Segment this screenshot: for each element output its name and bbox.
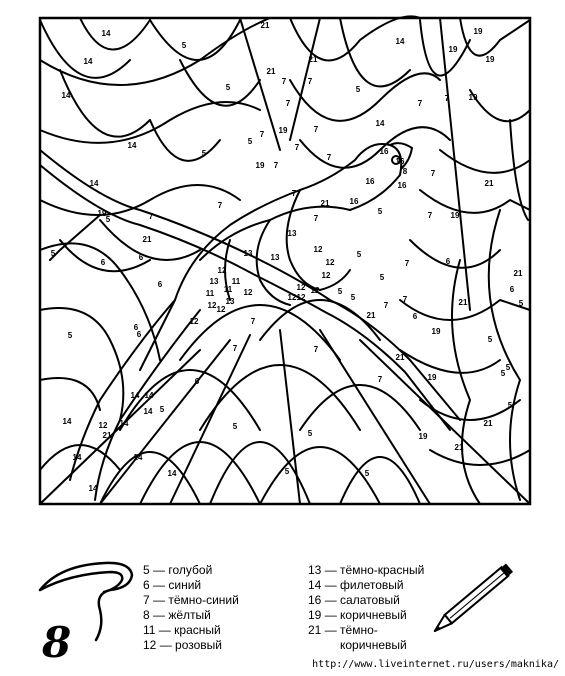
region-number: 5 [225, 83, 231, 93]
legend-color: коричневый [340, 608, 407, 622]
region-number: 7 [313, 214, 319, 224]
region-number: 12 [313, 245, 323, 255]
legend-row: 21 — тёмно- [308, 623, 378, 637]
region-number: 19 [427, 373, 437, 383]
legend-number: 5 [143, 563, 150, 577]
region-number: 21 [458, 298, 468, 308]
region-number: 7 [307, 77, 313, 87]
region-number: 19 [485, 55, 495, 65]
region-number: 5 [487, 335, 493, 345]
legend-row: 16 — салатовый [308, 593, 400, 607]
region-number: 5 [518, 299, 524, 309]
region-number: 7 [326, 153, 332, 163]
region-number: 21 [454, 443, 464, 453]
region-number: 14 [88, 484, 98, 494]
region-number: 14 [62, 417, 72, 427]
region-number: 5 [105, 215, 111, 225]
region-number: 11 [223, 285, 233, 295]
region-number: 19 [473, 27, 483, 37]
region-number: 11 [231, 277, 241, 287]
region-number: 6 [133, 323, 139, 333]
region-number: 14 [127, 141, 137, 151]
region-number: 5 [247, 137, 253, 147]
region-number: 14 [133, 453, 143, 463]
region-number: 7 [148, 212, 154, 222]
region-number: 5 [379, 273, 385, 283]
legend-number: 6 [143, 578, 150, 592]
region-number: 12 [287, 293, 297, 303]
region-number: 6 [136, 330, 142, 340]
region-number: 12 [321, 271, 331, 281]
region-number: 13 [209, 277, 219, 287]
region-number: 12 [207, 301, 217, 311]
page-number: 8 [42, 618, 72, 667]
region-number: 5 [50, 249, 56, 259]
region-number: 12 [216, 305, 226, 315]
region-number: 21 [320, 199, 330, 209]
legend-row: 14 — филетовый [308, 578, 404, 592]
region-number: 19 [468, 93, 478, 103]
legend-row: 5 — голубой [143, 563, 213, 577]
region-number: 6 [157, 280, 163, 290]
region-number: 12 [310, 286, 320, 296]
region-number: 19 [450, 211, 460, 221]
region-number: 14 [144, 391, 154, 401]
region-number: 14 [143, 407, 153, 417]
region-number: 7 [377, 375, 383, 385]
region-number: 19 [97, 209, 107, 219]
legend-number: 16 [308, 593, 322, 607]
region-number: 6 [412, 312, 418, 322]
pencil-icon [431, 563, 513, 634]
region-number: 7 [417, 99, 423, 109]
region-number: 14 [130, 391, 140, 401]
legend-row: 19 — коричневый [308, 608, 407, 622]
legend-color: жёлтый [168, 608, 211, 622]
region-number: 16 [365, 177, 375, 187]
region-number: 7 [232, 344, 238, 354]
region-number: 5 [181, 41, 187, 51]
region-number: 7 [281, 77, 287, 87]
legend-number: 7 [143, 593, 150, 607]
region-number: 21 [513, 269, 523, 279]
legend-number: 21 [308, 623, 322, 637]
legend-number: 11 [143, 623, 156, 637]
legend-number: 19 [308, 608, 322, 622]
region-number: 7 [427, 211, 433, 221]
region-number: 14 [61, 91, 71, 101]
legend-color: красный [174, 623, 221, 637]
region-number: 7 [217, 201, 223, 211]
color-legend-left [143, 563, 239, 653]
region-number: 21 [260, 21, 270, 31]
region-number: 7 [430, 169, 436, 179]
region-number: 16 [397, 181, 407, 191]
region-number: 5 [377, 207, 383, 217]
region-number: 14 [83, 57, 93, 67]
region-number: 13 [270, 253, 280, 263]
region-number: 21 [266, 67, 276, 77]
region-number: 7 [313, 345, 319, 355]
region-number: 7 [383, 301, 389, 311]
region-number: 14 [375, 119, 385, 129]
legend-number: 12 [143, 638, 157, 652]
color-legend-right [308, 563, 424, 653]
region-number: 13 [225, 297, 235, 307]
region-number: 12 [296, 283, 306, 293]
region-number: 11 [205, 289, 215, 299]
region-number: 14 [101, 29, 111, 39]
region-number: 19 [418, 432, 428, 442]
legend-color: синий [168, 578, 202, 592]
region-number: 5 [232, 422, 238, 432]
legend-number: 14 [308, 578, 322, 592]
region-number: 19 [448, 45, 458, 55]
region-number: 5 [505, 363, 511, 373]
region-number: 7 [444, 94, 450, 104]
region-number: 6 [445, 257, 451, 267]
region-number: 14 [167, 469, 177, 479]
region-number: 14 [119, 419, 129, 429]
region-number: 7 [259, 130, 265, 140]
legend-color: тёмно-красный [340, 563, 425, 577]
region-number: 5 [201, 149, 207, 159]
region-number: 21 [102, 431, 112, 441]
legend-color: тёмно- [340, 623, 378, 637]
region-number: 7 [404, 259, 410, 269]
region-number: 5 [507, 401, 513, 411]
region-number: 14 [395, 37, 405, 47]
legend-number: 13 [308, 563, 322, 577]
legend-number: 8 [143, 608, 150, 622]
region-number: 5 [67, 331, 73, 341]
region-number: 12 [217, 266, 227, 276]
legend-row: 7 — тёмно-синий [143, 593, 239, 607]
legend-row: 12 — розовый [143, 638, 222, 652]
region-number: 21 [142, 235, 152, 245]
legend-row: 6 — синий [143, 578, 202, 592]
region-number: 21 [395, 353, 405, 363]
region-number: 5 [307, 429, 313, 439]
region-number: 14 [72, 453, 82, 463]
region-number: 8 [402, 167, 408, 177]
legend-color: салатовый [340, 593, 400, 607]
region-number: 5 [356, 250, 362, 260]
region-number: 5 [337, 287, 343, 297]
region-number: 5 [159, 405, 165, 415]
region-number: 6 [138, 253, 144, 263]
region-number: 7 [250, 317, 256, 327]
legend-color: филетовый [340, 578, 404, 592]
region-number: 5 [500, 369, 506, 379]
region-number: 7 [285, 99, 291, 109]
legend-row: 13 — тёмно-красный [308, 563, 425, 577]
region-number: 14 [89, 179, 99, 189]
region-number: 12 [325, 258, 335, 268]
legend-row [308, 638, 424, 653]
region-number: 19 [278, 126, 288, 136]
region-number: 19 [431, 327, 441, 337]
region-number: 12 [296, 293, 306, 303]
region-number: 7 [294, 143, 300, 153]
region-number: 6 [194, 377, 200, 387]
region-number: 7 [402, 295, 408, 305]
source-url: http://www.liveinternet.ru/users/maknika/ [312, 659, 559, 670]
region-number: 21 [366, 311, 376, 321]
region-number: 7 [313, 125, 319, 135]
region-number: 7 [291, 189, 297, 199]
region-number: 21 [483, 419, 493, 429]
region-number: 5 [284, 467, 290, 477]
region-number: 12 [98, 421, 108, 431]
region-number: 16 [349, 197, 359, 207]
region-number: 16 [395, 157, 405, 167]
region-number: 12 [243, 288, 253, 298]
region-number: 5 [364, 469, 370, 479]
region-number: 12 [189, 317, 199, 327]
legend-color: тёмно-синий [168, 593, 239, 607]
region-number: 21 [308, 55, 318, 65]
legend-row: 8 — жёлтый [143, 608, 211, 622]
region-number: 13 [287, 229, 297, 239]
region-number: 7 [273, 161, 279, 171]
region-number: 5 [350, 293, 356, 303]
region-number: 19 [255, 161, 265, 171]
legend-row: 11 — красный [143, 623, 221, 637]
region-number: 5 [355, 85, 361, 95]
region-number: 21 [484, 179, 494, 189]
region-number: 6 [100, 258, 106, 268]
legend-color: голубой [168, 563, 213, 577]
region-number: 16 [379, 147, 389, 157]
legend-color: розовый [175, 638, 222, 652]
region-number: 13 [243, 249, 253, 259]
region-number: 6 [509, 285, 515, 295]
legend-color: коричневый [340, 638, 407, 652]
